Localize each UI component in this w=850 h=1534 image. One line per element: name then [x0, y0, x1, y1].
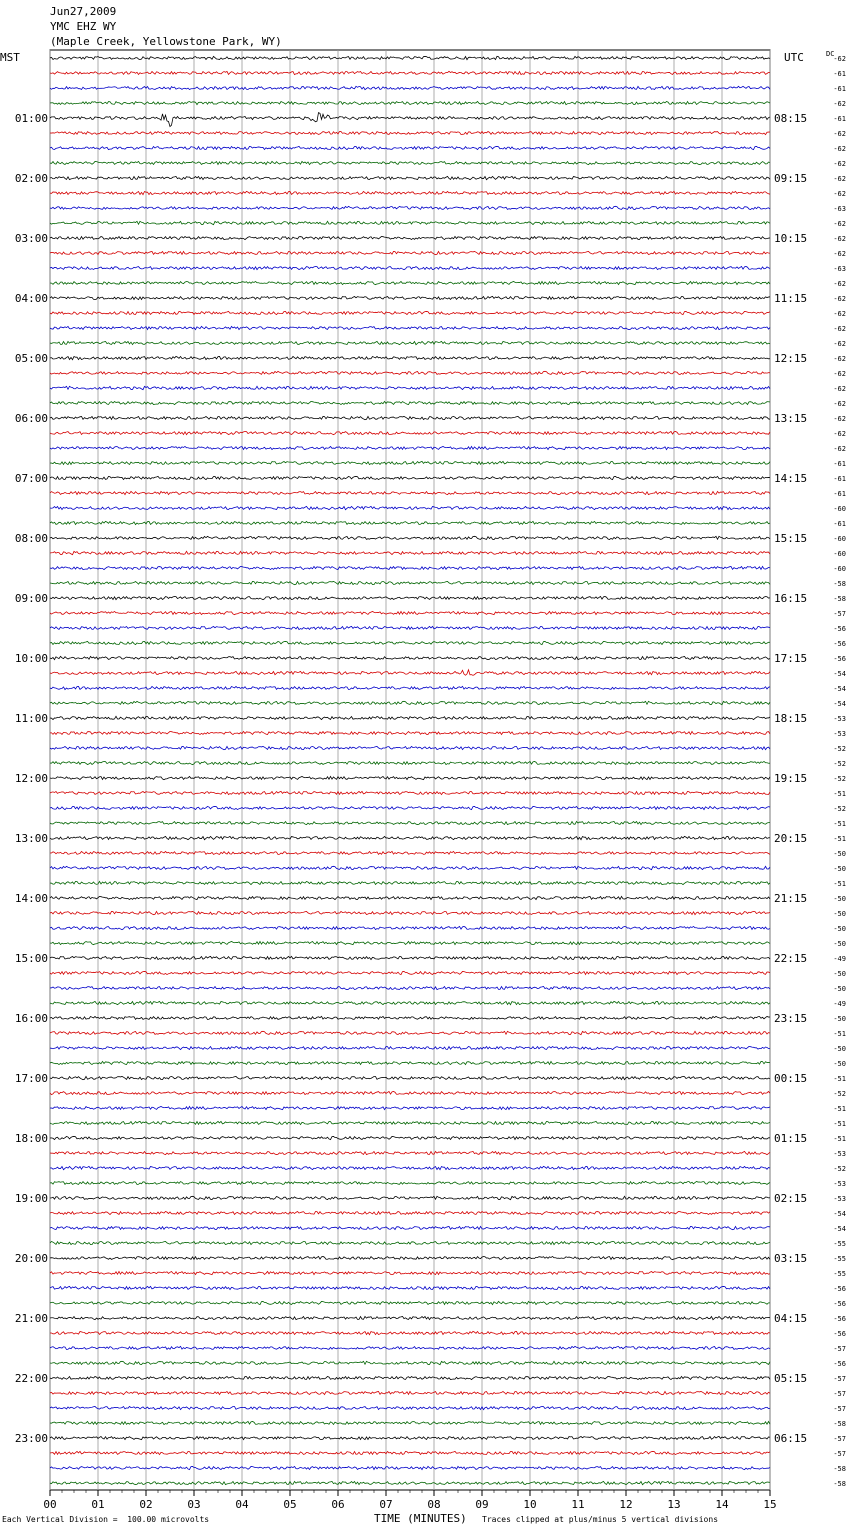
trace-row: [50, 1256, 770, 1259]
trace-row: [50, 670, 770, 676]
dc-offset-label: -61: [833, 115, 846, 123]
trace-row: [50, 86, 770, 89]
trace-row: [50, 311, 770, 314]
dc-offset-label: -57: [833, 610, 846, 618]
dc-offset-label: -55: [833, 1255, 846, 1263]
mst-hour-label: 15:00: [14, 952, 48, 965]
trace-row: [50, 1196, 770, 1199]
mst-hour-label: 02:00: [14, 172, 48, 185]
utc-hour-label: 00:15: [774, 1072, 808, 1085]
traces: [50, 56, 770, 1484]
mst-hour-label: 03:00: [14, 232, 48, 245]
utc-hour-label: 04:15: [774, 1312, 808, 1325]
dc-offset-label: -50: [833, 925, 846, 933]
dc-offset-label: -54: [833, 700, 846, 708]
utc-hour-label: 19:15: [774, 772, 808, 785]
trace-row: [50, 1091, 770, 1094]
dc-offset-label: -56: [833, 640, 846, 648]
mst-hour-label: 14:00: [14, 892, 48, 905]
trace-row: [50, 296, 770, 299]
header-date: Jun27,2009: [50, 5, 117, 18]
trace-row: [50, 641, 770, 644]
mst-hour-label: 20:00: [14, 1252, 48, 1265]
dc-offset-label: -62: [833, 430, 846, 438]
utc-hour-label: 14:15: [774, 472, 808, 485]
mst-hour-label: 17:00: [14, 1072, 48, 1085]
dc-offset-label: -58: [833, 1465, 846, 1473]
dc-offset-label: -58: [833, 1480, 846, 1488]
trace-row: [50, 356, 770, 359]
dc-offset-label: -50: [833, 1045, 846, 1053]
dc-offset-label: -50: [833, 1060, 846, 1068]
trace-row: [50, 1331, 770, 1334]
utc-hour-label: 15:15: [774, 532, 808, 545]
dc-offset-label: -51: [833, 880, 846, 888]
trace-row: [50, 821, 770, 824]
trace-row: [50, 581, 770, 584]
dc-offset-label: -57: [833, 1345, 846, 1353]
trace-row: [50, 1451, 770, 1454]
dc-offset-label: -52: [833, 745, 846, 753]
dc-offset-label: -54: [833, 670, 846, 678]
dc-offset-label: -53: [833, 715, 846, 723]
trace-row: [50, 461, 770, 464]
dc-offset-label: -51: [833, 1120, 846, 1128]
dc-offset-label: -50: [833, 865, 846, 873]
trace-row: [50, 806, 770, 809]
trace-row: [50, 191, 770, 194]
dc-offset-label: -56: [833, 1330, 846, 1338]
trace-row: [50, 896, 770, 899]
utc-hour-label: 01:15: [774, 1132, 808, 1145]
mst-hour-label: 21:00: [14, 1312, 48, 1325]
dc-offset-label: -62: [833, 55, 846, 63]
trace-row: [50, 266, 770, 269]
trace-row: [50, 1121, 770, 1124]
dc-offset-label: -53: [833, 1195, 846, 1203]
dc-offset-label: -51: [833, 1105, 846, 1113]
dc-offset-label: -53: [833, 730, 846, 738]
dc-offset-label: -62: [833, 385, 846, 393]
x-tick-label: 08: [427, 1498, 441, 1511]
dc-offset-label: -60: [833, 565, 846, 573]
trace-row: [50, 536, 770, 539]
utc-hour-label: 02:15: [774, 1192, 808, 1205]
dc-offset-label: -62: [833, 340, 846, 348]
dc-offset-label: -54: [833, 1225, 846, 1233]
x-tick-label: 02: [139, 1498, 153, 1511]
trace-row: [50, 1346, 770, 1349]
x-tick-label: 13: [667, 1498, 681, 1511]
mst-hour-label: 10:00: [14, 652, 48, 665]
dc-offset-label: -50: [833, 1015, 846, 1023]
dc-offset-label: -61: [833, 475, 846, 483]
trace-row: [50, 776, 770, 779]
utc-hour-label: 17:15: [774, 652, 808, 665]
trace-row: [50, 626, 770, 629]
dc-offset-label: -56: [833, 655, 846, 663]
utc-hour-label: 22:15: [774, 952, 808, 965]
mst-hour-label: 19:00: [14, 1192, 48, 1205]
dc-offset-label: -62: [833, 100, 846, 108]
trace-row: [50, 1136, 770, 1139]
dc-offset-label: -60: [833, 550, 846, 558]
trace-row: [50, 686, 770, 689]
trace-row: [50, 161, 770, 164]
trace-row: [50, 1241, 770, 1244]
trace-row: [50, 986, 770, 989]
utc-hour-label: 09:15: [774, 172, 808, 185]
trace-row: [50, 326, 770, 329]
trace-row: [50, 1181, 770, 1184]
dc-offset-label: -62: [833, 145, 846, 153]
dc-offset-label: -58: [833, 595, 846, 603]
dc-offset-label: -53: [833, 1180, 846, 1188]
dc-offset-label: -62: [833, 400, 846, 408]
dc-offset-label: -61: [833, 85, 846, 93]
x-tick-label: 10: [523, 1498, 537, 1511]
dc-offset-label: -50: [833, 940, 846, 948]
trace-row: [50, 416, 770, 419]
trace-row: [50, 761, 770, 764]
dc-offset-label: -57: [833, 1405, 846, 1413]
trace-row: [50, 881, 770, 884]
dc-offset-label: -62: [833, 280, 846, 288]
labels: [15, 55, 846, 1511]
right-zone-label: UTC: [784, 51, 804, 64]
trace-row: [50, 971, 770, 974]
trace-row: [50, 113, 770, 127]
dc-offset-label: -50: [833, 910, 846, 918]
dc-offset-label: -61: [833, 70, 846, 78]
dc-offset-label: -50: [833, 985, 846, 993]
dc-offset-label: -51: [833, 1135, 846, 1143]
header-station: YMC EHZ WY: [50, 20, 117, 33]
trace-row: [50, 101, 770, 104]
dc-offset-label: -56: [833, 1300, 846, 1308]
trace-row: [50, 1466, 770, 1469]
dc-offset-label: -49: [833, 955, 846, 963]
utc-hour-label: 23:15: [774, 1012, 808, 1025]
mst-hour-label: 04:00: [14, 292, 48, 305]
trace-row: [50, 1061, 770, 1064]
trace-row: [50, 56, 770, 59]
dc-offset-label: -57: [833, 1375, 846, 1383]
x-axis-title: TIME (MINUTES): [374, 1512, 467, 1525]
trace-row: [50, 506, 770, 509]
trace-row: [50, 716, 770, 719]
utc-hour-label: 11:15: [774, 292, 808, 305]
mst-hour-label: 07:00: [14, 472, 48, 485]
dc-offset-label: -60: [833, 505, 846, 513]
trace-row: [50, 341, 770, 344]
trace-row: [50, 431, 770, 434]
trace-row: [50, 866, 770, 869]
trace-row: [50, 251, 770, 254]
utc-hour-label: 21:15: [774, 892, 808, 905]
trace-row: [50, 1286, 770, 1289]
trace-row: [50, 566, 770, 569]
trace-row: [50, 491, 770, 494]
dc-offset-label: -61: [833, 520, 846, 528]
trace-row: [50, 1226, 770, 1229]
trace-row: [50, 401, 770, 404]
dc-offset-label: -57: [833, 1450, 846, 1458]
utc-hour-label: 12:15: [774, 352, 808, 365]
left-zone-label: MST: [0, 51, 20, 64]
trace-row: [50, 941, 770, 944]
trace-row: [50, 551, 770, 554]
dc-offset-label: -52: [833, 1090, 846, 1098]
dc-offset-label: -60: [833, 535, 846, 543]
dc-offset-label: -62: [833, 220, 846, 228]
trace-row: [50, 851, 770, 854]
trace-row: [50, 1031, 770, 1034]
trace-row: [50, 1151, 770, 1154]
dc-offset-label: -52: [833, 1165, 846, 1173]
trace-row: [50, 926, 770, 929]
trace-row: [50, 956, 770, 959]
clip-note: Traces clipped at plus/minus 5 vertical divisions: [482, 1515, 719, 1524]
utc-hour-label: 03:15: [774, 1252, 808, 1265]
dc-offset-label: -54: [833, 1210, 846, 1218]
trace-row: [50, 1076, 770, 1079]
dc-offset-label: -62: [833, 190, 846, 198]
x-tick-label: 14: [715, 1498, 729, 1511]
trace-row: [50, 1301, 770, 1304]
trace-row: [50, 281, 770, 284]
dc-offset-label: -62: [833, 445, 846, 453]
dc-offset-label: -62: [833, 250, 846, 258]
x-tick-label: 03: [187, 1498, 201, 1511]
mst-hour-label: 12:00: [14, 772, 48, 785]
dc-offset-label: -53: [833, 1150, 846, 1158]
trace-row: [50, 1271, 770, 1274]
dc-offset-label: -61: [833, 490, 846, 498]
dc-offset-label: -51: [833, 1075, 846, 1083]
dc-offset-label: -58: [833, 580, 846, 588]
mst-hour-label: 13:00: [14, 832, 48, 845]
dc-offset-label: -57: [833, 1435, 846, 1443]
utc-hour-label: 13:15: [774, 412, 808, 425]
x-tick-label: 09: [475, 1498, 489, 1511]
x-tick-label: 04: [235, 1498, 249, 1511]
trace-row: [50, 611, 770, 614]
dc-offset-label: -56: [833, 625, 846, 633]
dc-offset-label: -54: [833, 685, 846, 693]
trace-row: [50, 1211, 770, 1214]
dc-offset-label: -52: [833, 805, 846, 813]
dc-offset-label: -49: [833, 1000, 846, 1008]
trace-row: [50, 446, 770, 449]
trace-row: [50, 701, 770, 704]
utc-hour-label: 10:15: [774, 232, 808, 245]
trace-row: [50, 1016, 770, 1019]
dc-offset-label: -62: [833, 295, 846, 303]
trace-row: [50, 596, 770, 599]
dc-offset-label: -63: [833, 205, 846, 213]
trace-row: [50, 911, 770, 914]
x-tick-label: 05: [283, 1498, 297, 1511]
trace-row: [50, 1376, 770, 1379]
trace-row: [50, 1316, 770, 1319]
utc-hour-label: 06:15: [774, 1432, 808, 1445]
x-tick-label: 12: [619, 1498, 633, 1511]
trace-row: [50, 656, 770, 659]
dc-offset-label: -62: [833, 310, 846, 318]
x-tick-label: 06: [331, 1498, 345, 1511]
utc-hour-label: 05:15: [774, 1372, 808, 1385]
dc-offset-label: -62: [833, 355, 846, 363]
scale-note: Each Vertical Division = 100.00 microvolts: [2, 1515, 210, 1524]
trace-row: [50, 1001, 770, 1004]
dc-offset-label: -62: [833, 370, 846, 378]
x-tick-label: 07: [379, 1498, 393, 1511]
dc-offset-label: -50: [833, 895, 846, 903]
trace-row: [50, 131, 770, 134]
dc-offset-label: -55: [833, 1240, 846, 1248]
dc-offset-label: -62: [833, 415, 846, 423]
dc-offset-label: -62: [833, 235, 846, 243]
trace-row: [50, 1166, 770, 1169]
dc-offset-label: -55: [833, 1270, 846, 1278]
dc-offset-label: -52: [833, 760, 846, 768]
mst-hour-label: 09:00: [14, 592, 48, 605]
mst-hour-label: 05:00: [14, 352, 48, 365]
dc-offset-label: -62: [833, 130, 846, 138]
trace-row: [50, 731, 770, 734]
trace-row: [50, 1046, 770, 1049]
trace-row: [50, 1406, 770, 1409]
dc-offset-label: -51: [833, 790, 846, 798]
trace-row: [50, 236, 770, 239]
mst-hour-label: 16:00: [14, 1012, 48, 1025]
mst-hour-label: 11:00: [14, 712, 48, 725]
dc-offset-label: -52: [833, 775, 846, 783]
trace-row: [50, 221, 770, 224]
dc-offset-label: -51: [833, 1030, 846, 1038]
trace-row: [50, 476, 770, 479]
dc-offset-label: -50: [833, 970, 846, 978]
trace-row: [50, 371, 770, 374]
trace-row: [50, 1391, 770, 1394]
mst-hour-label: 01:00: [14, 112, 48, 125]
trace-row: [50, 521, 770, 524]
utc-hour-label: 08:15: [774, 112, 808, 125]
x-tick-label: 15: [763, 1498, 777, 1511]
trace-row: [50, 386, 770, 389]
dc-offset-label: -61: [833, 460, 846, 468]
dc-offset-label: -56: [833, 1315, 846, 1323]
trace-row: [50, 146, 770, 149]
utc-hour-label: 18:15: [774, 712, 808, 725]
trace-row: [50, 1421, 770, 1424]
dc-offset-label: -50: [833, 850, 846, 858]
mst-hour-label: 08:00: [14, 532, 48, 545]
trace-row: [50, 1436, 770, 1439]
utc-hour-label: 20:15: [774, 832, 808, 845]
x-tick-label: 11: [571, 1498, 585, 1511]
header-location: (Maple Creek, Yellowstone Park, WY): [50, 35, 282, 48]
mst-hour-label: 06:00: [14, 412, 48, 425]
mst-hour-label: 18:00: [14, 1132, 48, 1145]
dc-label: DC: [826, 50, 835, 58]
trace-row: [50, 836, 770, 839]
dc-offset-label: -56: [833, 1360, 846, 1368]
trace-row: [50, 1481, 770, 1484]
x-tick-label: 00: [43, 1498, 57, 1511]
dc-offset-label: -56: [833, 1285, 846, 1293]
trace-row: [50, 791, 770, 794]
trace-row: [50, 176, 770, 179]
dc-offset-label: -51: [833, 820, 846, 828]
trace-row: [50, 71, 770, 74]
utc-hour-label: 16:15: [774, 592, 808, 605]
dc-offset-label: -62: [833, 175, 846, 183]
x-tick-label: 01: [91, 1498, 105, 1511]
trace-row: [50, 1361, 770, 1364]
trace-row: [50, 746, 770, 749]
mst-hour-label: 23:00: [14, 1432, 48, 1445]
dc-offset-label: -63: [833, 265, 846, 273]
mst-hour-label: 22:00: [14, 1372, 48, 1385]
dc-offset-label: -51: [833, 835, 846, 843]
dc-offset-label: -57: [833, 1390, 846, 1398]
dc-offset-label: -62: [833, 160, 846, 168]
trace-row: [50, 1106, 770, 1109]
trace-row: [50, 206, 770, 209]
dc-offset-label: -62: [833, 325, 846, 333]
dc-offset-label: -58: [833, 1420, 846, 1428]
